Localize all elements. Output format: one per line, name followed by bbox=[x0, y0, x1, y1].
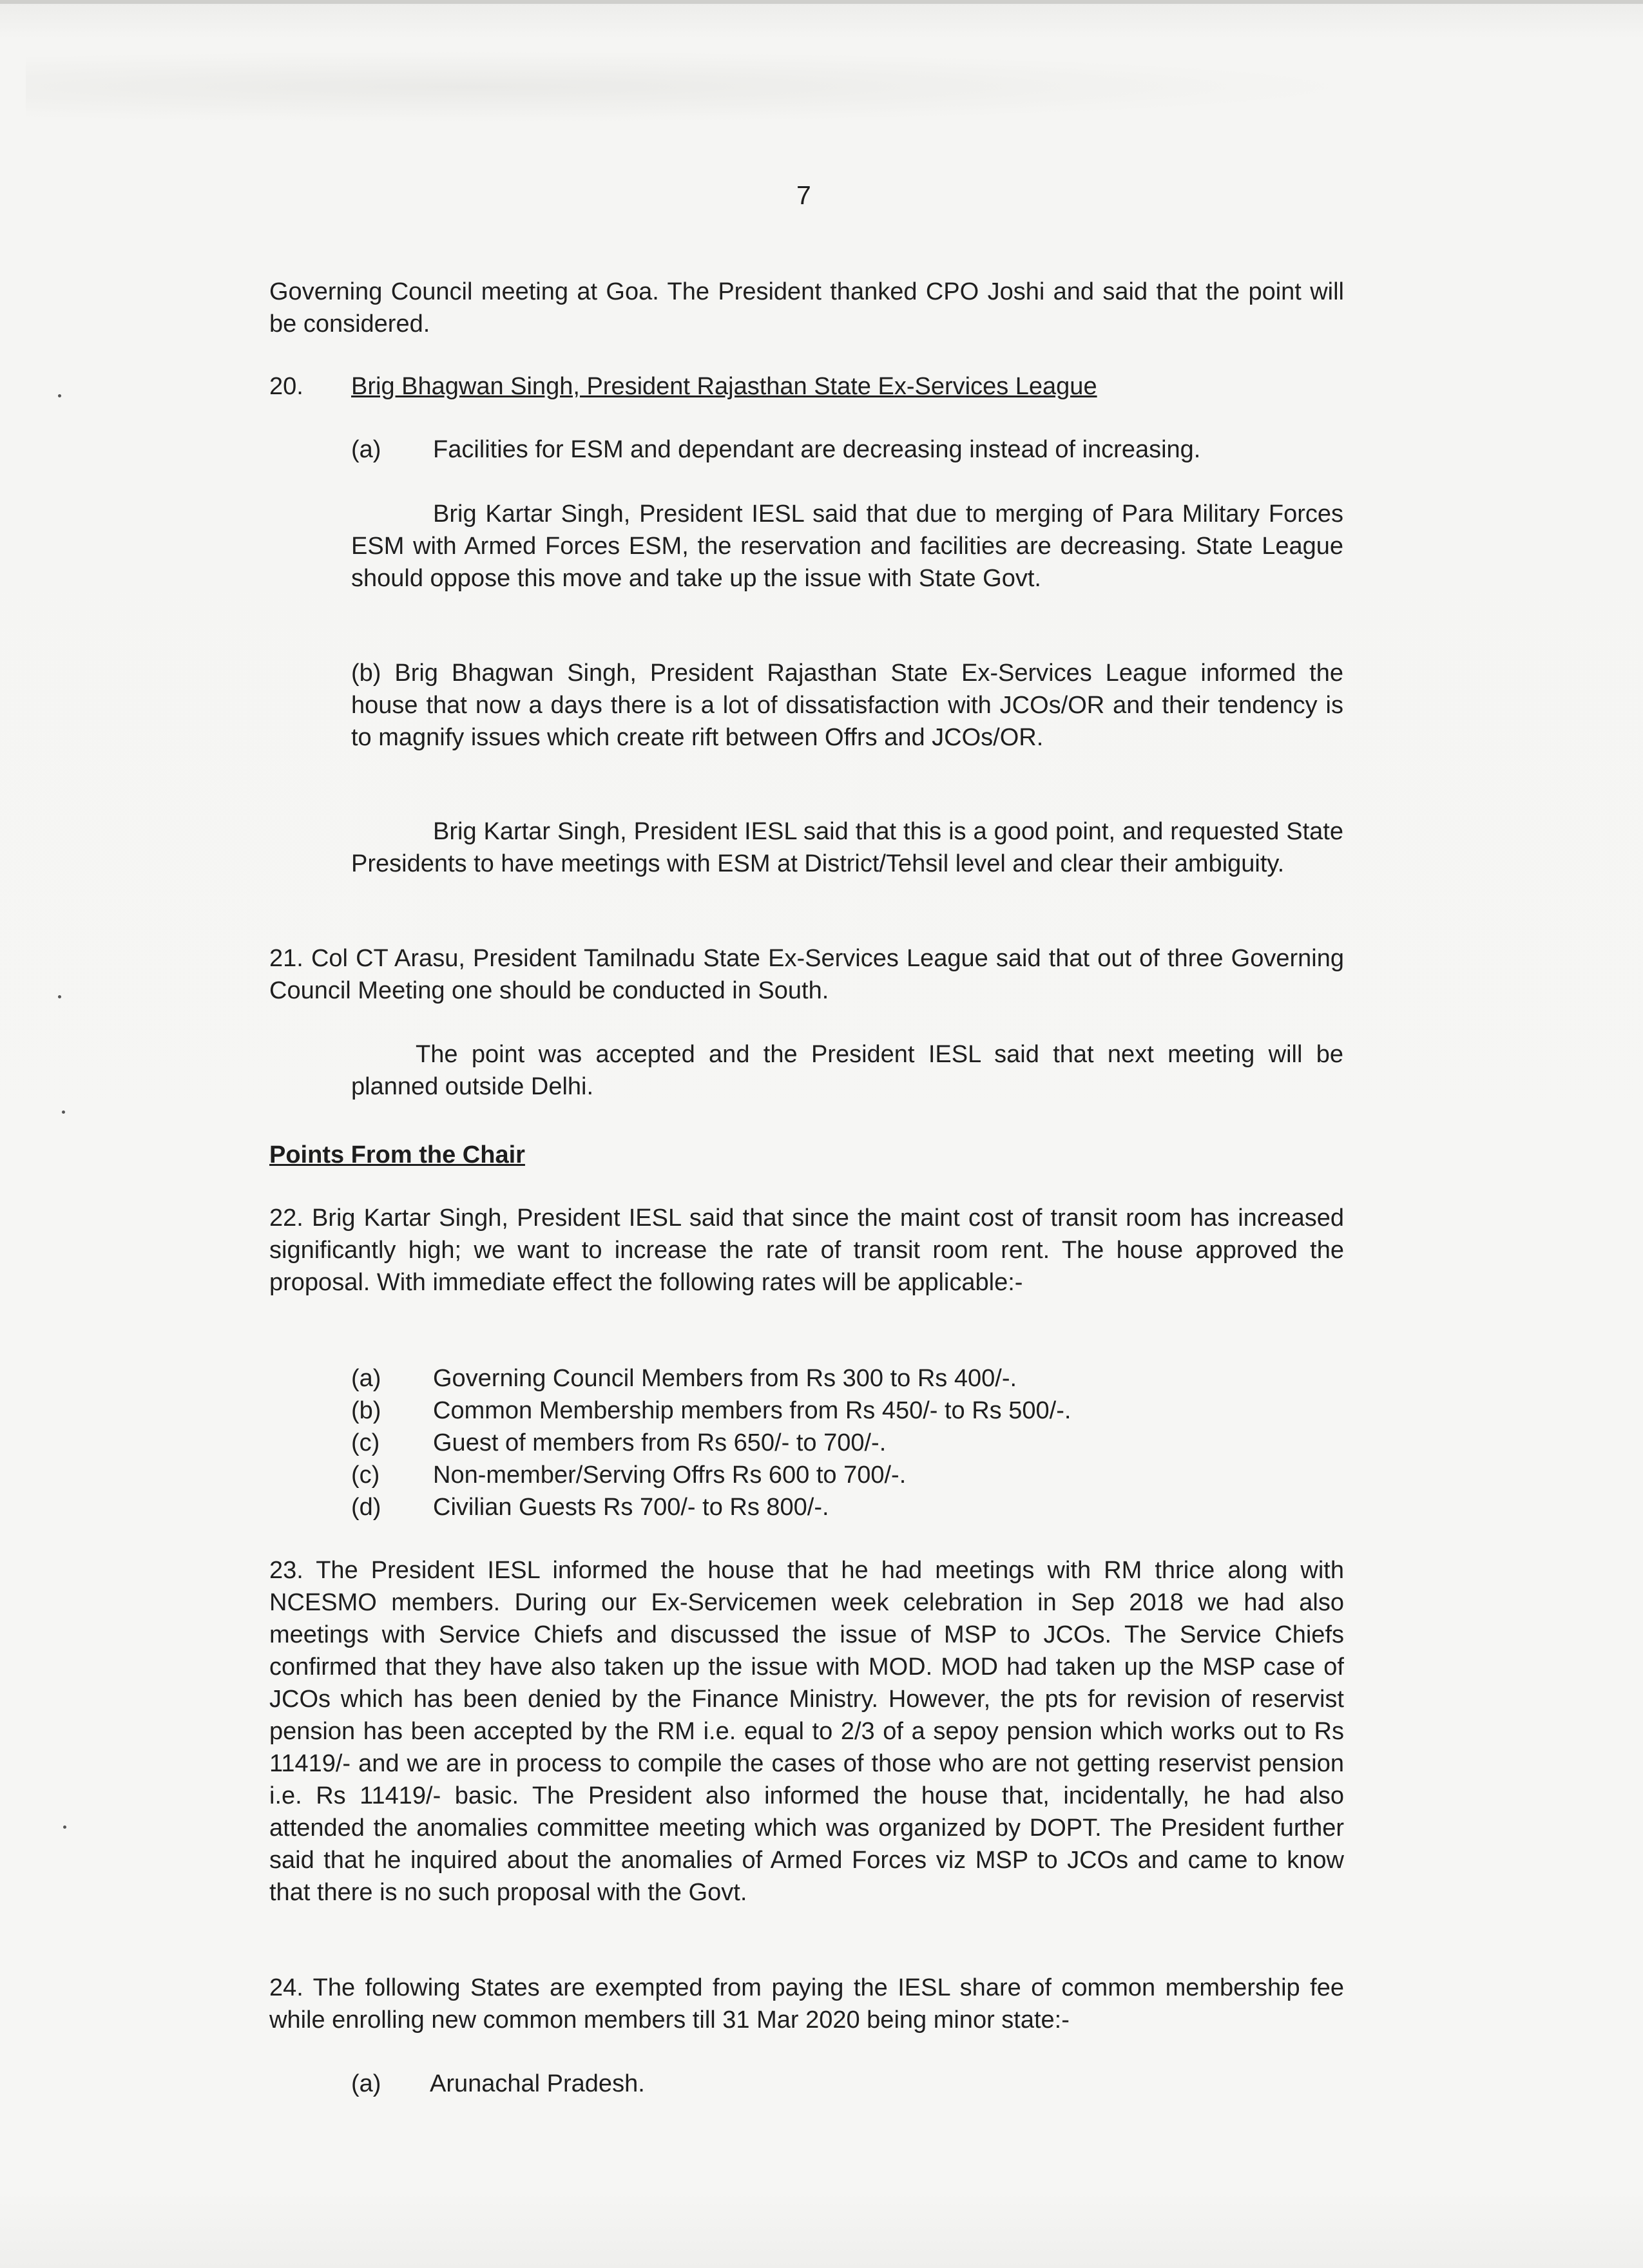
item-20-number: 20. bbox=[269, 373, 303, 400]
item-20b-text: (b) Brig Bhagwan Singh, President Rajasthan State Ex-Services League informed the house that now a days there is a lot of dissatisfaction with JCOs/OR and their tendency is to magnify issues which create rift between Offrs and JCOs/OR. bbox=[351, 660, 1343, 751]
item-21-reply: The point was accepted and the President IESL said that next meeting will be planned outside Delhi. bbox=[351, 1041, 1343, 1100]
page-number: 7 bbox=[796, 180, 811, 210]
rate-label: (b) bbox=[351, 1397, 381, 1424]
rate-label: (d) bbox=[351, 1494, 381, 1521]
item-20b-reply: Brig Kartar Singh, President IESL said that this is a good point, and requested State Presidents to have meetings with ESM at District/Tehsil level and clear their ambiguity. bbox=[351, 818, 1343, 877]
item-24-text: 24. The following States are exempted from paying the IESL share of common membership fee while enrolling new common members till 31 Mar 2020 being minor state:- bbox=[269, 1974, 1344, 2034]
rate-text: Governing Council Members from Rs 300 to Rs 400/-. bbox=[433, 1365, 1017, 1392]
scan-edge bbox=[0, 0, 1643, 4]
rate-label: (a) bbox=[351, 1365, 381, 1392]
rate-label: (c) bbox=[351, 1462, 380, 1489]
item-23-text: 23. The President IESL informed the house that he had meetings with RM thrice along with NCESMO members. During our Ex-Servicemen week celebration in Sep 2018 we had also meetings with Service Chiefs and discussed the issue of MSP to JCOs. The Service Chiefs confirmed that they have also taken up the issue with MOD. MOD had taken up the MSP case of JCOs which has been denied by the Finance Ministry. However, the pts for revision of reservist pension has been accepted by the RM i.e. equal to 2/3 of a sepoy pension which works out to Rs 11419/- and we are in process to compile the cases of those who are not getting reservist pension i.e. Rs 11419/- basic. The President also informed the house that, incidentally, he had also attended the anomalies committee meeting which was organized by DOPT. The President further said that he inquired about the anomalies of Armed Forces viz MSP to JCOs and came to know that there is no such proposal with the Govt. bbox=[269, 1557, 1344, 1906]
item-20a-reply: Brig Kartar Singh, President IESL said that due to merging of Para Military Forces ESM with Armed Forces ESM, the reservation and facilities are decreasing. State League should oppose this move and take up the issue with State Govt. bbox=[351, 500, 1343, 592]
punch-mark bbox=[58, 394, 61, 397]
item-20a-label: (a) bbox=[351, 436, 381, 463]
punch-mark bbox=[58, 995, 61, 998]
item-20a-text: Facilities for ESM and dependant are decreasing instead of increasing. bbox=[433, 436, 1201, 463]
punch-mark bbox=[62, 1110, 65, 1114]
rate-text: Civilian Guests Rs 700/- to Rs 800/-. bbox=[433, 1494, 829, 1521]
item-24a-text: Arunachal Pradesh. bbox=[430, 2070, 645, 2097]
item-20-heading: Brig Bhagwan Singh, President Rajasthan State Ex-Services League bbox=[351, 373, 1097, 400]
item-22-text: 22. Brig Kartar Singh, President IESL said that since the maint cost of transit room has increased significantly high; we want to increase the rate of transit room rent. The house approved the proposal. With immediate effect the following rates will be applicable:- bbox=[269, 1205, 1344, 1296]
intro-paragraph: Governing Council meeting at Goa. The President thanked CPO Joshi and said that the point will be considered. bbox=[269, 278, 1344, 338]
scan-smudge bbox=[26, 45, 1508, 129]
item-21-text: 21. Col CT Arasu, President Tamilnadu State Ex-Services League said that out of three Governing Council Meeting one should be conducted in South. bbox=[269, 945, 1344, 1004]
item-24a-label: (a) bbox=[351, 2070, 381, 2097]
rate-text: Common Membership members from Rs 450/- to Rs 500/-. bbox=[433, 1397, 1071, 1424]
punch-mark bbox=[63, 1825, 66, 1829]
rate-label: (c) bbox=[351, 1429, 380, 1456]
section-heading: Points From the Chair bbox=[269, 1141, 525, 1168]
rate-text: Guest of members from Rs 650/- to 700/-. bbox=[433, 1429, 887, 1456]
rate-text: Non-member/Serving Offrs Rs 600 to 700/-. bbox=[433, 1462, 907, 1489]
